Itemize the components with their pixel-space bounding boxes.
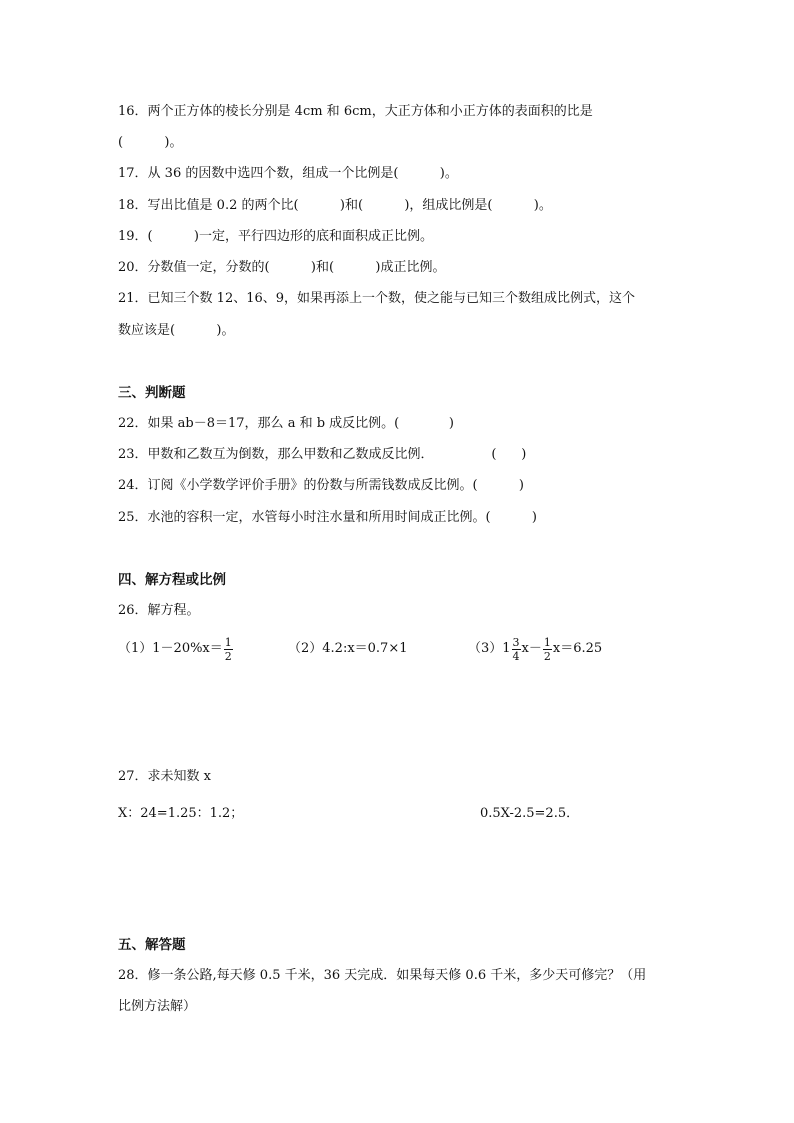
question-25: 25．水池的容积一定，水管每小时注水量和所用时间成正比例。( ) bbox=[118, 510, 538, 525]
section-heading-equations: 四、解方程或比例 bbox=[118, 572, 226, 588]
question-21-line2: 数应该是( )。 bbox=[118, 323, 235, 338]
equation-1 bbox=[118, 634, 234, 664]
fraction-denominator: 2 bbox=[224, 649, 232, 663]
question-18: 18．写出比值是 0.2 的两个比( )和( )，组成比例是( )。 bbox=[118, 198, 552, 213]
question-20: 20．分数值一定，分数的( )和( )成正比例。 bbox=[118, 260, 446, 275]
question-19: 19．( )一定，平行四边形的底和面积成正比例。 bbox=[118, 229, 434, 244]
question-22: 22．如果 ab－8＝17，那么 a 和 b 成反比例。( ) bbox=[118, 416, 454, 431]
equation-3-whole: （3）1 bbox=[468, 641, 511, 656]
question-24: 24．订阅《小学数学评价手册》的份数与所需钱数成反比例。( ) bbox=[118, 478, 525, 493]
question-17: 17．从 36 的因数中选四个数，组成一个比例是( )。 bbox=[118, 166, 458, 181]
equation-b: 0.5X-2.5=2.5． bbox=[480, 806, 580, 821]
equation-3-suffix: x＝6.25 bbox=[552, 641, 603, 656]
fraction-numerator: 1 bbox=[224, 635, 232, 649]
section-heading-true-false: 三、判断题 bbox=[118, 385, 186, 401]
fraction-numerator: 1 bbox=[543, 635, 551, 649]
equation-3-mid: x－ bbox=[521, 641, 542, 656]
fraction-denominator: 2 bbox=[543, 649, 551, 663]
question-28-line2: 比例方法解） bbox=[118, 999, 197, 1014]
fraction-three-quarters bbox=[512, 637, 521, 662]
equation-3 bbox=[468, 634, 602, 664]
question-16-line1: 16．两个正方体的棱长分别是 4cm 和 6cm，大正方体和小正方体的表面积的比是 bbox=[118, 104, 593, 119]
proportion-a: X：24=1.25：1.2； bbox=[118, 806, 244, 821]
equation-2 bbox=[288, 634, 408, 664]
question-28-line1: 28．修一条公路,每天修 0.5 千米，36 天完成．如果每天修 0.6 千米，多少天可修完？（用 bbox=[118, 968, 647, 983]
fraction-denominator: 4 bbox=[512, 649, 520, 663]
question-16-line2: ( )。 bbox=[118, 135, 183, 150]
fraction-numerator: 3 bbox=[512, 635, 520, 649]
question-27: 27．求未知数 x bbox=[118, 769, 212, 784]
fraction-one-half bbox=[224, 637, 233, 662]
question-26: 26．解方程。 bbox=[118, 603, 200, 618]
question-21-line1: 21．已知三个数 12、16、9，如果再添上一个数，使之能与已知三个数组成比例式，这个 bbox=[118, 291, 636, 306]
fraction-one-half bbox=[543, 637, 552, 662]
equation-1-text: （1）1－20%x＝ bbox=[118, 641, 223, 656]
section-heading-word-problems: 五、解答题 bbox=[118, 937, 186, 953]
question-23: 23．甲数和乙数互为倒数，那么甲数和乙数成反比例． ( ) bbox=[118, 447, 527, 462]
equation-2-text: （2）4.2:x＝0.7×1 bbox=[288, 641, 408, 656]
